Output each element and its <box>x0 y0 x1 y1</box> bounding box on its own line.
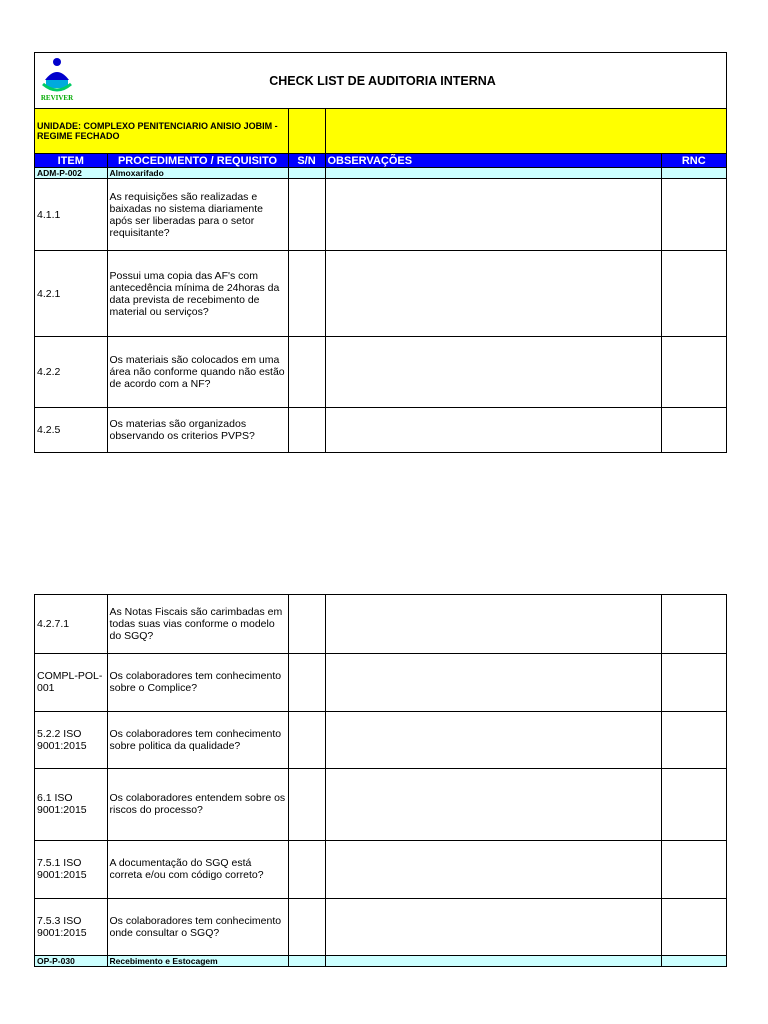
requirement-text: A documentação do SGQ está correta e/ou com código correto? <box>107 840 288 898</box>
checklist-table-1 <box>35 53 726 452</box>
requirement-text: As Notas Fiscais são carimbadas em todas suas vias conforme o modelo do SGQ? <box>107 595 288 653</box>
rnc-cell[interactable] <box>661 251 726 337</box>
col-header-observacoes: OBSERVAÇÕES <box>325 154 661 168</box>
table-row <box>35 251 726 337</box>
rnc-cell[interactable] <box>661 408 726 452</box>
item-code: 4.2.5 <box>35 408 107 452</box>
observacoes-cell[interactable] <box>325 179 661 251</box>
table-row <box>35 179 726 251</box>
requirement-text: Os materias são organizados observando os criterios PVPS? <box>107 408 288 452</box>
item-code: 4.2.1 <box>35 251 107 337</box>
unit-sn-cell <box>288 109 325 154</box>
observacoes-cell[interactable] <box>325 653 661 711</box>
sn-cell[interactable] <box>288 653 325 711</box>
rnc-cell[interactable] <box>661 898 726 955</box>
rnc-cell[interactable] <box>661 337 726 408</box>
rnc-cell[interactable] <box>661 595 726 653</box>
sn-cell[interactable] <box>288 768 325 840</box>
observacoes-cell[interactable] <box>325 840 661 898</box>
observacoes-cell[interactable] <box>325 408 661 452</box>
section-code: OP-P-030 <box>35 955 107 966</box>
rnc-cell[interactable] <box>661 840 726 898</box>
section-row <box>35 955 726 966</box>
table-row <box>35 898 726 955</box>
table-row <box>35 768 726 840</box>
item-code: 4.1.1 <box>35 179 107 251</box>
svg-text:REVIVER: REVIVER <box>40 94 74 102</box>
table-row <box>35 408 726 452</box>
col-header-item: ITEM <box>35 154 107 168</box>
checklist-sheet-2 <box>34 594 727 967</box>
requirement-text: Os materiais são colocados em uma área não conforme quando não estão de acordo com a NF? <box>107 337 288 408</box>
item-code: 6.1 ISO 9001:2015 <box>35 768 107 840</box>
sn-cell[interactable] <box>288 179 325 251</box>
sn-cell[interactable] <box>288 898 325 955</box>
observacoes-cell[interactable] <box>325 595 661 653</box>
sn-cell[interactable] <box>288 337 325 408</box>
rnc-cell[interactable] <box>661 711 726 768</box>
requirement-text: Os colaboradores tem conhecimento sobre o Complice? <box>107 653 288 711</box>
sn-cell[interactable] <box>288 251 325 337</box>
table-row <box>35 711 726 768</box>
observacoes-cell[interactable] <box>325 898 661 955</box>
item-code: 4.2.2 <box>35 337 107 408</box>
sn-cell[interactable] <box>288 595 325 653</box>
observacoes-cell[interactable] <box>325 251 661 337</box>
sn-cell[interactable] <box>288 408 325 452</box>
unit-label: UNIDADE: COMPLEXO PENITENCIARIO ANISIO JOBIM - REGIME FECHADO <box>35 109 288 154</box>
observacoes-cell[interactable] <box>325 768 661 840</box>
table-row <box>35 337 726 408</box>
rnc-cell[interactable] <box>661 653 726 711</box>
item-code: 4.2.7.1 <box>35 595 107 653</box>
section-row <box>35 168 726 179</box>
requirement-text: As requisições são realizadas e baixadas no sistema diariamente após ser liberadas para o setor requisitante? <box>107 179 288 251</box>
unit-obs-cell <box>325 109 726 154</box>
section-code: ADM-P-002 <box>35 168 107 179</box>
page-title: CHECK LIST DE AUDITORIA INTERNA <box>107 53 726 109</box>
table-row <box>35 840 726 898</box>
table-row <box>35 595 726 653</box>
col-header-procedimento: PROCEDIMENTO / REQUISITO <box>107 154 288 168</box>
item-code: 7.5.3 ISO 9001:2015 <box>35 898 107 955</box>
rnc-cell[interactable] <box>661 768 726 840</box>
observacoes-cell[interactable] <box>325 337 661 408</box>
requirement-text: Os colaboradores entendem sobre os riscos do processo? <box>107 768 288 840</box>
col-header-rnc: RNC <box>661 154 726 168</box>
checklist-table-2 <box>35 595 726 966</box>
observacoes-cell[interactable] <box>325 711 661 768</box>
section-name: Recebimento e Estocagem <box>107 955 288 966</box>
requirement-text: Os colaboradores tem conhecimento onde consultar o SGQ? <box>107 898 288 955</box>
requirement-text: Os colaboradores tem conhecimento sobre politica da qualidade? <box>107 711 288 768</box>
checklist-sheet-1 <box>34 52 727 453</box>
rnc-cell[interactable] <box>661 179 726 251</box>
item-code: COMPL-POL-001 <box>35 653 107 711</box>
table-row <box>35 653 726 711</box>
logo-cell <box>35 53 107 109</box>
sn-cell[interactable] <box>288 840 325 898</box>
section-name: Almoxarifado <box>107 168 288 179</box>
requirement-text: Possui uma copia das AF's com antecedência mínima de 24horas da data prevista de recebimento de material ou serviços? <box>107 251 288 337</box>
item-code: 5.2.2 ISO 9001:2015 <box>35 711 107 768</box>
sn-cell[interactable] <box>288 711 325 768</box>
item-code: 7.5.1 ISO 9001:2015 <box>35 840 107 898</box>
col-header-sn: S/N <box>288 154 325 168</box>
reviver-logo-icon <box>37 56 77 102</box>
